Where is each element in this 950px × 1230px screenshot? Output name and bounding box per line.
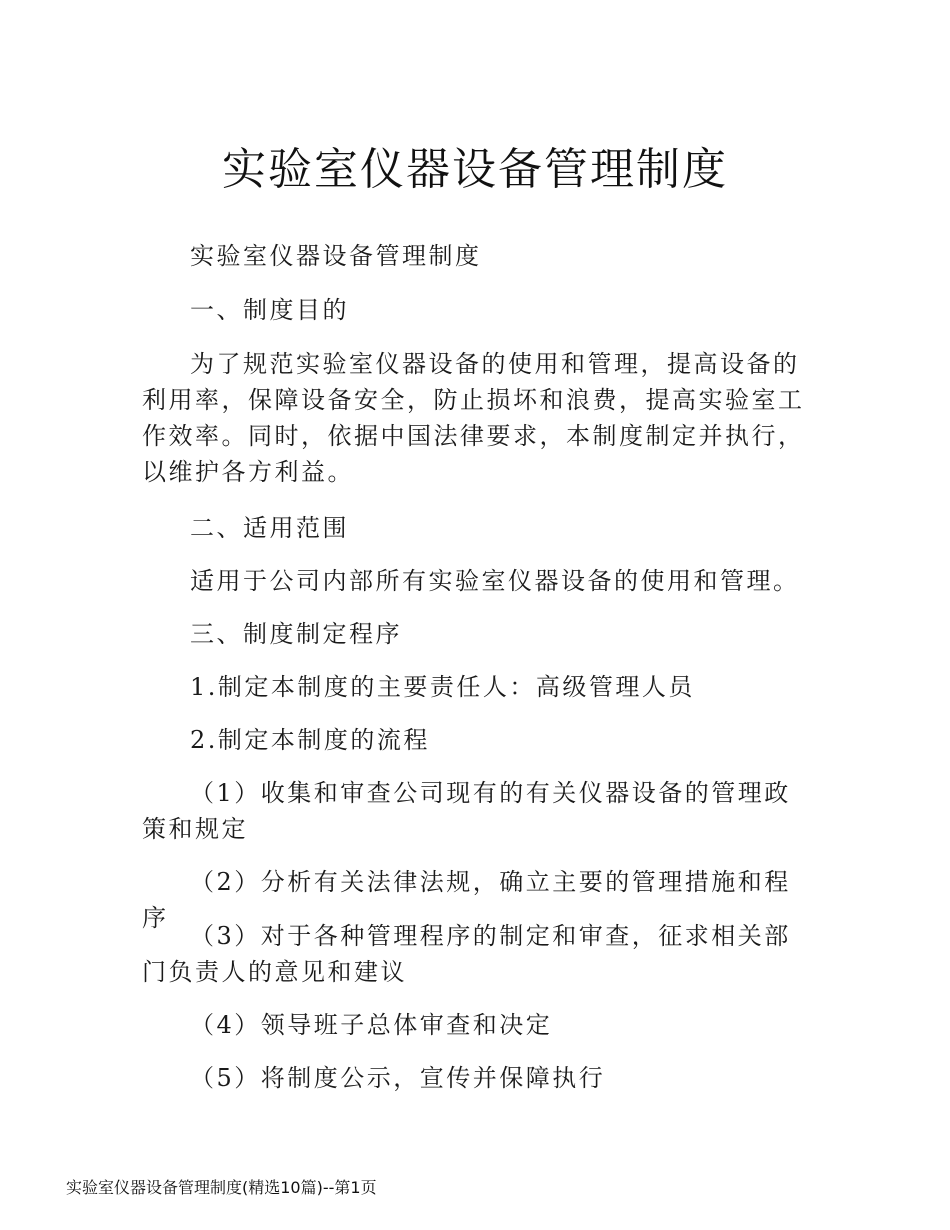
section-heading-scope: 二、适用范围 bbox=[190, 514, 349, 542]
paragraph-scope: 适用于公司内部所有实验室仪器设备的使用和管理。 bbox=[190, 567, 800, 595]
list-item-step-2: （2）分析有关法律法规，确立主要的管理措施和程序 bbox=[142, 868, 791, 932]
paragraph-subtitle: 实验室仪器设备管理制度 bbox=[190, 242, 482, 270]
document-title: 实验室仪器设备管理制度 bbox=[222, 144, 728, 195]
list-item-step-5: （5）将制度公示，宣传并保障执行 bbox=[190, 1064, 606, 1092]
page-footer: 实验室仪器设备管理制度(精选10篇)--第1页 bbox=[66, 1178, 377, 1197]
list-item-step-3: （3）对于各种管理程序的制定和审查，征求相关部门负责人的意见和建议 bbox=[142, 922, 791, 986]
paragraph-purpose: 为了规范实验室仪器设备的使用和管理，提高设备的利用率，保障设备安全，防止损坏和浪费，提高实验室工作效率。同时，依据中国法律要求，本制度制定并执行，以维护各方利益。 bbox=[142, 350, 805, 486]
section-heading-procedure: 三、制度制定程序 bbox=[190, 620, 402, 648]
section-heading-purpose: 一、制度目的 bbox=[190, 296, 349, 324]
list-item-step-4: （4）领导班子总体审查和决定 bbox=[190, 1011, 553, 1039]
list-item-step-1: （1）收集和审查公司现有的有关仪器设备的管理政策和规定 bbox=[142, 779, 791, 843]
list-item-process: 2.制定本制度的流程 bbox=[190, 726, 430, 754]
list-item-responsible: 1.制定本制度的主要责任人：高级管理人员 bbox=[190, 673, 695, 701]
